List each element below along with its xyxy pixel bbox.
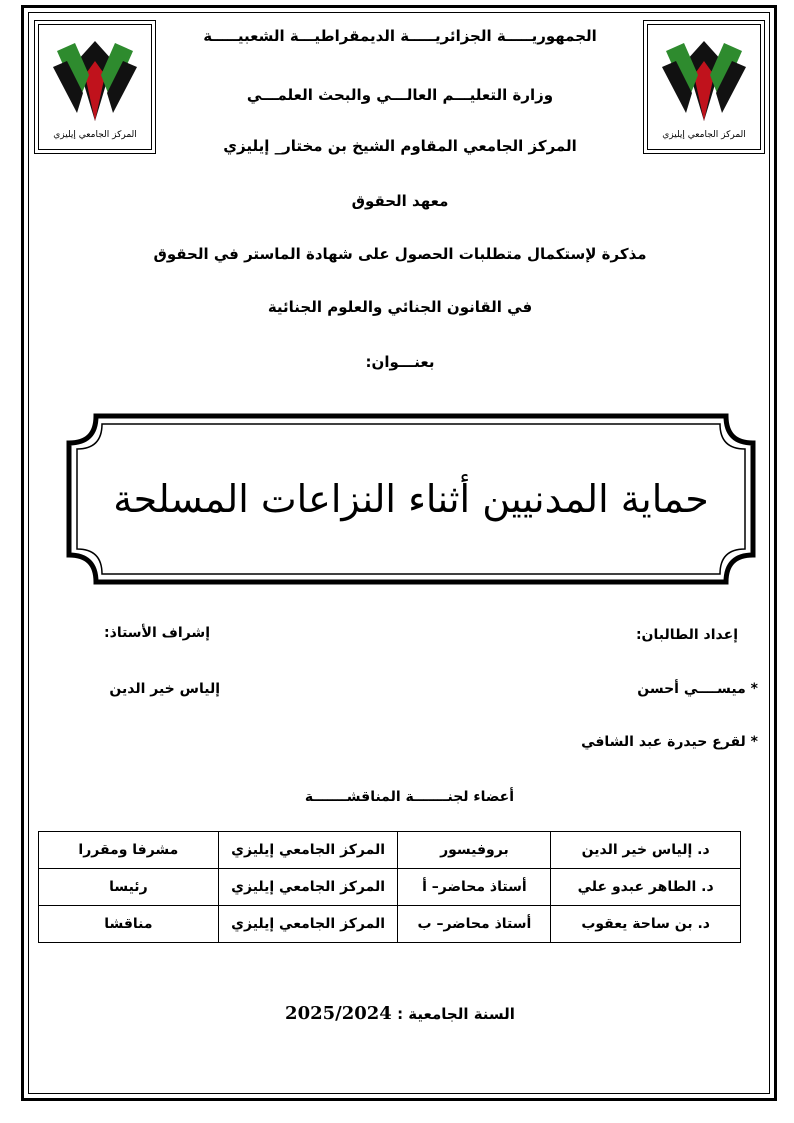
institute-line: معهد الحقوق: [351, 192, 449, 210]
table-row: [39, 832, 741, 869]
supervisor-name: إلياس خير الدين: [109, 681, 220, 697]
logo-caption: المركز الجامعي إيليزي: [53, 130, 137, 140]
republic-line: الجمهوريـــــة الجزائريـــــة الديمقراطيـــة الشعبيـــــة: [203, 27, 597, 45]
university-emblem-icon: [49, 31, 141, 143]
logo-caption: المركز الجامعي إيليزي: [662, 130, 746, 140]
prepared-by-label: إعداد الطالبان:: [635, 627, 738, 643]
member-role: مشرفا ومقررا: [39, 832, 219, 869]
thesis-title: حماية المدنيين أثناء النزاعات المسلحة: [113, 477, 709, 521]
title-label: بعنـــوان:: [365, 353, 435, 371]
academic-year: [200, 1003, 600, 1024]
title-frame: [66, 413, 756, 585]
member-name: د. الطاهر عبدو علي: [551, 869, 741, 906]
table-row: [39, 869, 741, 906]
member-institution: المركز الجامعي إيليزي: [218, 906, 398, 943]
student-name: * لقرع حيدرة عبد الشافي: [581, 734, 758, 750]
committee-label: أعضاء لجنـــــــة المناقشـــــــة: [304, 789, 514, 805]
table-row: [39, 906, 741, 943]
university-center-line: المركز الجامعي المقاوم الشيخ بن مختار_ إيليزي: [223, 137, 577, 155]
university-emblem-icon: [658, 31, 750, 143]
member-name: د. إلياس خير الدين: [551, 832, 741, 869]
university-logo-left: [34, 20, 156, 154]
member-rank: أستاذ محاضر– ب: [398, 906, 551, 943]
student-name: * ميســــي أحسن: [637, 681, 758, 697]
member-institution: المركز الجامعي إيليزي: [218, 869, 398, 906]
member-name: د. بن ساحة يعقوب: [551, 906, 741, 943]
university-logo-right: [643, 20, 765, 154]
academic-year-label: السنة الجامعية :: [397, 1005, 515, 1023]
academic-year-value: 2025/2024: [285, 1003, 392, 1024]
committee-table: [38, 831, 741, 943]
specialty-line: في القانون الجنائي والعلوم الجنائية: [267, 298, 533, 316]
supervisor-label: إشراف الأستاذ:: [104, 625, 210, 641]
member-role: رئيسا: [39, 869, 219, 906]
ministry-line: وزارة التعليـــم العالـــي والبحث العلمـــي: [246, 86, 554, 104]
member-rank: أستاذ محاضر– أ: [398, 869, 551, 906]
member-role: مناقشا: [39, 906, 219, 943]
member-institution: المركز الجامعي إيليزي: [218, 832, 398, 869]
thesis-purpose-line: مذكرة لإستكمال متطلبات الحصول على شهادة الماستر في الحقوق: [153, 245, 647, 263]
member-rank: بروفيسور: [398, 832, 551, 869]
